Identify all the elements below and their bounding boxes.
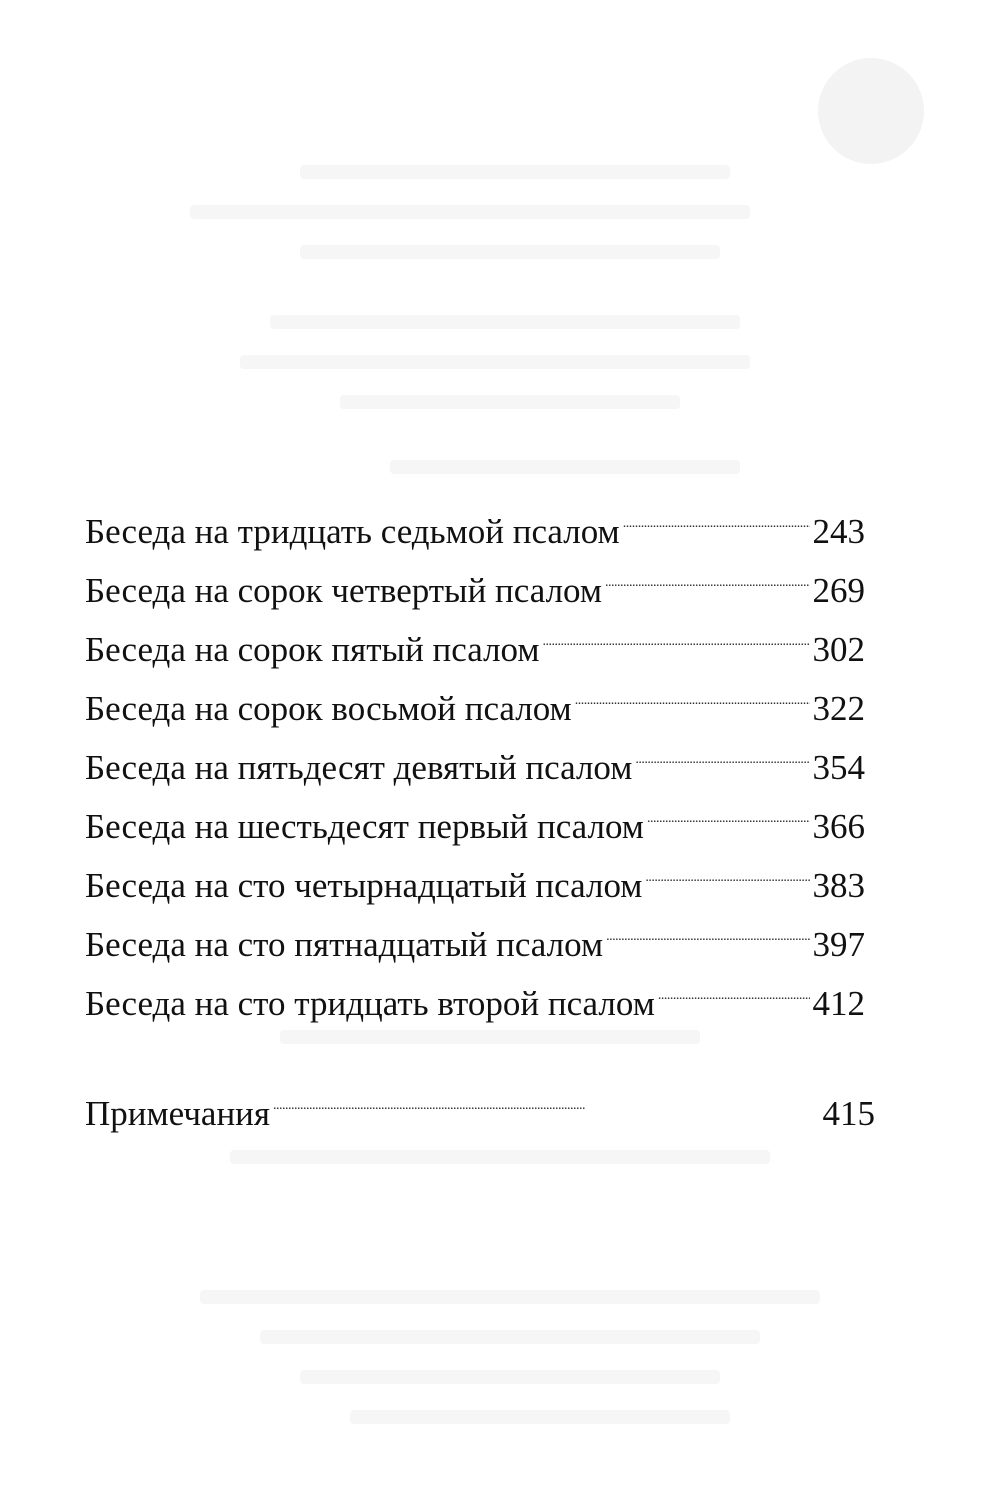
toc-entry-page: 366 [812,807,865,846]
dot-leader [635,720,809,779]
dot-leader [575,661,810,720]
toc-entry [85,484,865,551]
dot-leader [658,956,810,1015]
toc-entry-page: 354 [812,748,865,787]
dot-leader [606,897,809,956]
toc-entry-notes [85,1066,875,1133]
toc-notes-page: 415 [822,1094,875,1133]
toc-entry-page: 243 [812,512,865,551]
dot-leader [623,484,810,543]
dot-leader [605,543,809,602]
toc-notes-title: Примечания [85,1094,271,1133]
dot-leader [645,838,809,897]
toc-entry-title: Беседа на сто пятнадцатый псалом [85,925,604,964]
toc-entry-title: Беседа на сто четырнадцатый псалом [85,866,643,905]
dot-leader [647,779,810,838]
toc-entry-page: 412 [812,984,865,1023]
table-of-contents [85,484,865,1023]
toc-entry-title: Беседа на сорок пятый псалом [85,630,540,669]
dot-leader [273,1066,819,1125]
toc-entry-title: Беседа на сорок восьмой псалом [85,689,572,728]
toc-entry-title: Беседа на шестьдесят первый псалом [85,807,644,846]
toc-entry-page: 383 [812,866,865,905]
toc-entry-title: Беседа на тридцать седьмой псалом [85,512,620,551]
toc-entry-title: Беседа на пятьдесят девятый псалом [85,748,633,787]
toc-entry-page: 397 [812,925,865,964]
dot-leader [543,602,810,661]
toc-entry-page: 322 [812,689,865,728]
toc-entry-page: 302 [812,630,865,669]
toc-entry-page: 269 [812,571,865,610]
toc-entry-title: Беседа на сто тридцать второй псалом [85,984,655,1023]
toc-entry-title: Беседа на сорок четвертый псалом [85,571,603,610]
